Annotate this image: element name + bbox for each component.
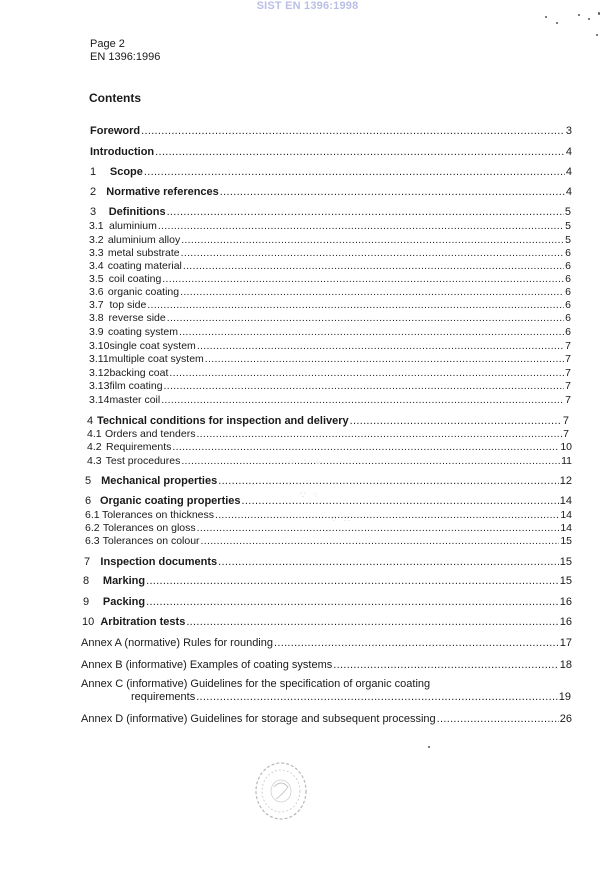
toc-section-7[interactable]: 7 Inspection documents ..... 15 — [84, 556, 572, 569]
scan-smudge: ∵ ⁖ — [300, 490, 320, 500]
toc-section-4-3[interactable]: 4.3 Test procedures ..... 11 — [87, 455, 572, 468]
toc-annex-b[interactable]: Annex B (informative) Examples of coating systems ..... 18 — [81, 659, 572, 672]
toc-section-3-2[interactable]: 3.2 aluminium alloy ..... 5 — [89, 234, 571, 247]
toc-section-3[interactable]: 3 Definitions ..... 5 — [90, 206, 571, 219]
scan-speck — [428, 746, 430, 748]
page-number: Page 2 — [90, 38, 125, 50]
toc-section-10[interactable]: 10 Arbitration tests ..... 16 — [82, 616, 572, 629]
toc-annex-c-continued[interactable]: requirements ..... 19 — [131, 691, 571, 704]
scan-speck — [578, 14, 580, 16]
toc-section-6-3[interactable]: 6.3 Tolerances on colour ..... 15 — [85, 535, 572, 548]
toc-section-3-6[interactable]: 3.6 organic coating ..... 6 — [89, 286, 571, 299]
scan-speck — [545, 16, 547, 18]
scan-speck — [598, 12, 600, 15]
toc-section-1[interactable]: 1 Scope ..... 4 — [90, 166, 572, 179]
toc-section-3-5[interactable]: 3.5 coil coating ..... 6 — [89, 273, 571, 286]
scan-speck — [556, 22, 558, 24]
standard-number: EN 1396:1996 — [90, 51, 161, 63]
toc-section-3-11[interactable]: 3.11 multiple coat system ..... 7 — [89, 353, 571, 366]
toc-section-3-7[interactable]: 3.7 top side ..... 6 — [89, 299, 571, 312]
scan-speck — [588, 18, 590, 20]
toc-section-3-1[interactable]: 3.1 aluminium ..... 5 — [89, 220, 571, 233]
toc-introduction[interactable]: Introduction ..... 4 — [90, 146, 572, 159]
toc-annex-a[interactable]: Annex A (normative) Rules for rounding ..... 17 — [81, 637, 572, 650]
scan-smudge: ⁘ ∴ — [330, 514, 352, 524]
toc-section-3-14[interactable]: 3.14 master coil ..... 7 — [89, 394, 571, 407]
toc-section-3-4[interactable]: 3.4 coating material ..... 6 — [89, 260, 571, 273]
toc-section-6-1[interactable]: 6.1 Tolerances on thickness ..... 14 — [85, 509, 572, 522]
toc-section-4[interactable]: 4 Technical conditions for inspection and delivery ..... 7 — [87, 415, 569, 428]
scan-speck — [596, 34, 598, 36]
toc-annex-c[interactable]: Annex C (informative) Guidelines for the specification of organic coating — [81, 678, 431, 690]
toc-section-2[interactable]: 2 Normative references ..... 4 — [90, 186, 572, 199]
toc-section-4-1[interactable]: 4.1 Orders and tenders ..... 7 — [87, 428, 569, 441]
toc-section-8[interactable]: 8 Marking ..... 15 — [83, 575, 572, 588]
toc-section-3-12[interactable]: 3.12 backing coat ..... 7 — [89, 367, 571, 380]
toc-foreword[interactable]: Foreword ..... 3 — [90, 125, 572, 138]
toc-section-3-13[interactable]: 3.13 film coating ..... 7 — [89, 380, 571, 393]
contents-title: Contents — [89, 91, 141, 105]
watermark: SIST EN 1396:1998 — [256, 0, 359, 12]
toc-section-3-8[interactable]: 3.8 reverse side ..... 6 — [89, 312, 571, 325]
seal-stamp-icon — [252, 759, 310, 828]
scan-smudge: ⁘ ∴ ⁘ — [288, 457, 324, 467]
toc-section-9[interactable]: 9 Packing ..... 16 — [83, 596, 572, 609]
toc-section-5[interactable]: 5 Mechanical properties ..... 12 — [85, 475, 572, 488]
toc-annex-d[interactable]: Annex D (informative) Guidelines for storage and subsequent processing ..... 26 — [81, 713, 572, 726]
toc-section-3-10[interactable]: 3.10 single coat system ..... 7 — [89, 340, 571, 353]
toc-section-3-3[interactable]: 3.3 metal substrate ..... 6 — [89, 247, 571, 260]
toc-section-4-2[interactable]: 4.2 Requirements ..... 10 — [87, 441, 572, 454]
toc-section-6[interactable]: 6 Organic coating properties ..... 14 — [85, 495, 572, 508]
toc-section-3-9[interactable]: 3.9 coating system ..... 6 — [89, 326, 571, 339]
toc-section-6-2[interactable]: 6.2 Tolerances on gloss ..... 14 — [85, 522, 572, 535]
